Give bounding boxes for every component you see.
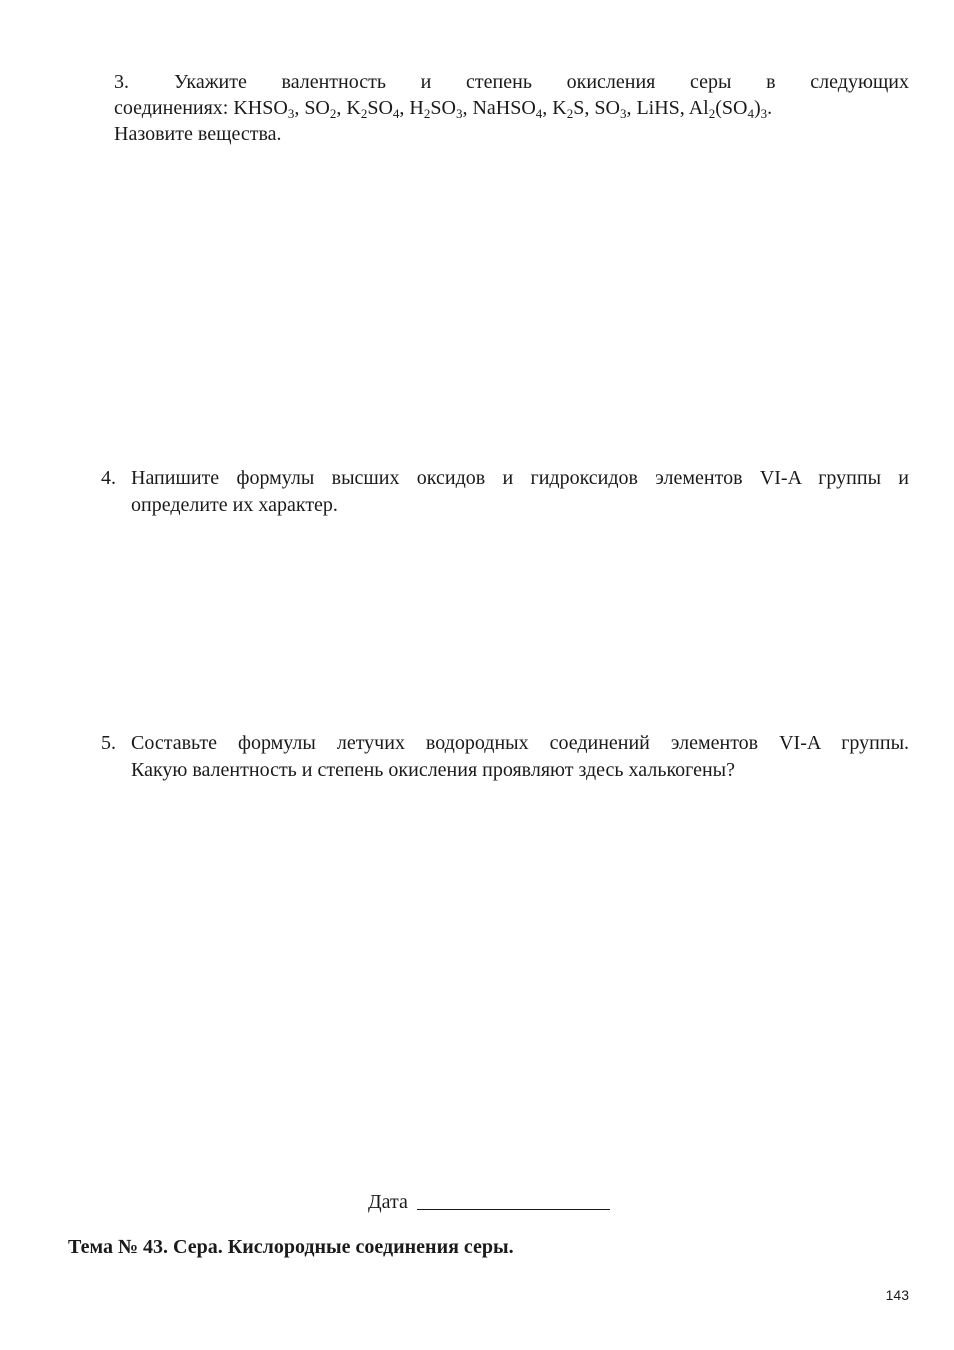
topic-title: Тема № 43. Сера. Кислородные соединения серы.: [68, 1236, 514, 1258]
task-5-line-1: Составьте формулы летучих водородных соединений элементов VI-A группы.: [131, 732, 909, 754]
task-4-line-1: Напишите формулы высших оксидов и гидроксидов элементов VI-A группы и: [131, 467, 909, 489]
task-5-line-2: Какую валентность и степень окисления проявляют здесь халькогены?: [131, 759, 735, 781]
task-5-number: 5.: [101, 732, 116, 754]
chemical-formula: $KHSO_3$,: [233, 97, 300, 121]
date-blank-line[interactable]: [417, 1189, 610, 1210]
chemical-formula: $SO_3$,: [594, 97, 632, 121]
date-field: [368, 1189, 610, 1215]
formula-subscript: 3: [455, 106, 463, 121]
task-4: [101, 465, 909, 525]
task-3: [114, 69, 909, 147]
task-3-line-2: [114, 95, 909, 121]
task-3-line-3: Назовите вещества.: [114, 123, 282, 145]
formula-subscript: 4: [747, 106, 754, 121]
page-number: 143: [885, 1287, 909, 1303]
formula-subscript: 2: [566, 106, 574, 121]
task-5: [101, 730, 909, 790]
task-3-question-start: Укажите валентность и степень окисления серы в следующих: [174, 71, 909, 93]
task-3-number: 3.: [114, 71, 129, 93]
formula-subscript: 4: [392, 106, 400, 121]
chemical-formula: $H_2SO_3$,: [409, 97, 468, 121]
chemical-formula: $K_2SO_4$,: [346, 97, 405, 121]
formula-subscript: 3: [760, 106, 768, 121]
formula-subscript: 2: [423, 106, 431, 121]
task-3-line-1: [114, 69, 909, 95]
task-5-text: [131, 730, 909, 784]
date-label: Дата: [368, 1191, 408, 1213]
chemical-formula: $Al_2(SO_4)_3$.: [688, 97, 773, 121]
compound-list: [233, 97, 772, 119]
chemical-formula: LiHS,: [636, 97, 685, 119]
task-4-number: 4.: [101, 467, 116, 489]
formula-subscript: 2: [329, 106, 337, 121]
formula-subscript: 2: [708, 106, 716, 121]
chemical-formula: NaHSO$_4$,: [472, 97, 548, 121]
task-3-compounds-prefix: соединениях:: [114, 97, 229, 119]
task-4-text: [131, 465, 909, 519]
task-4-line-2: определите их характер.: [131, 494, 338, 516]
formula-subscript: 3: [619, 106, 627, 121]
formula-subscript: 2: [360, 106, 368, 121]
formula-subscript: 3: [287, 106, 295, 121]
chemical-formula: $SO_2$,: [304, 97, 342, 121]
chemical-formula: $K_2S$,: [552, 97, 590, 121]
formula-subscript: 4: [535, 106, 543, 121]
